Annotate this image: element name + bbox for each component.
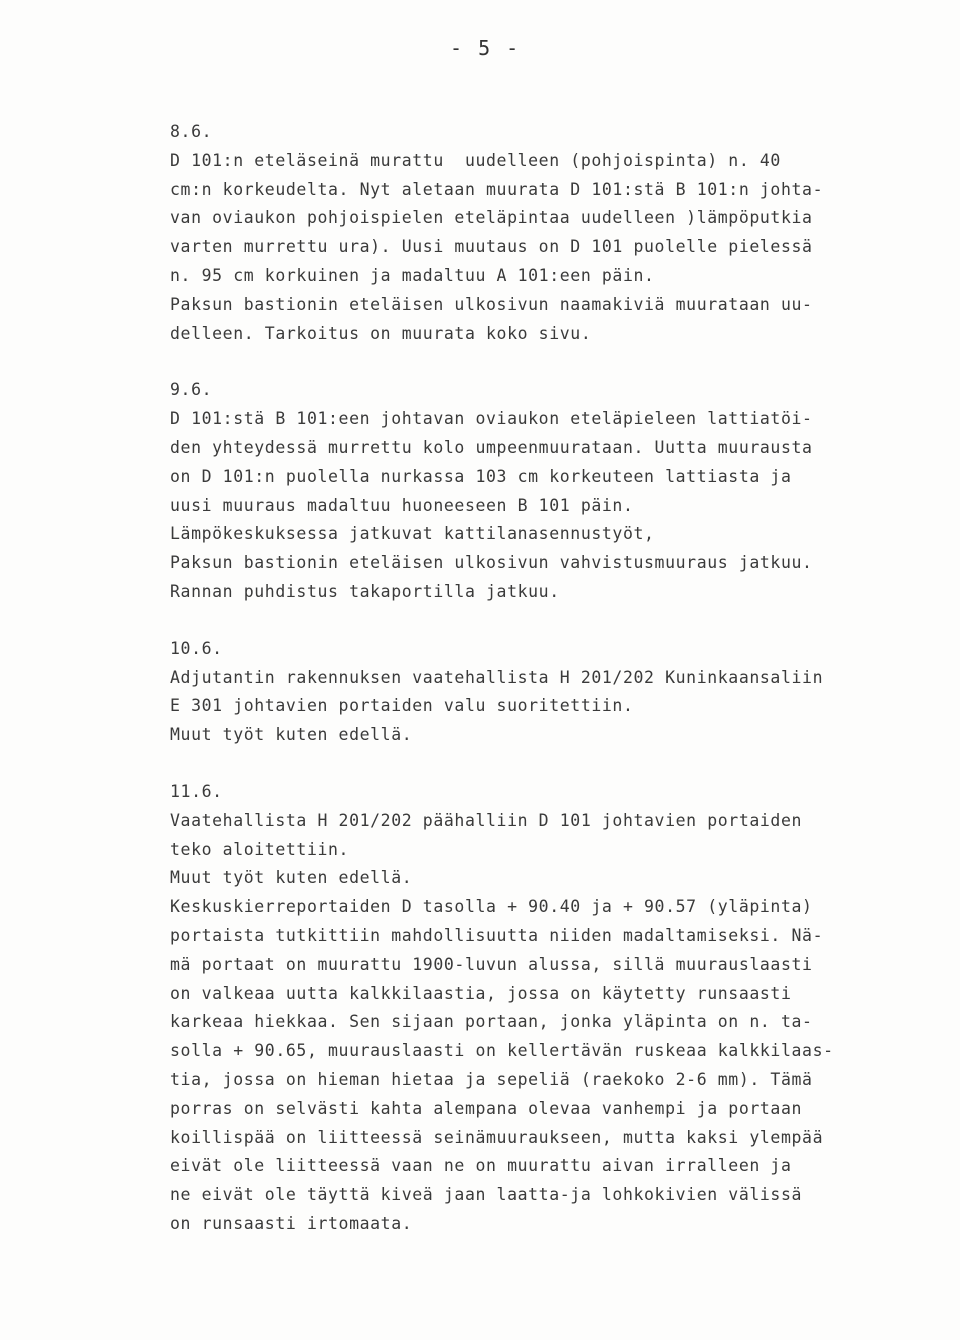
paragraph-gap	[170, 348, 910, 376]
text-line: varten murrettu ura). Uusi muutaus on D 101 puolelle pielessä	[170, 237, 813, 257]
text-line: Adjutantin rakennuksen vaatehallista H 201/202 Kuninkaansaliin	[170, 667, 824, 687]
entry-9-6	[170, 376, 910, 606]
entry-date: 8.6.	[170, 122, 213, 141]
text-line: koillispää on liitteessä seinämuuraukseen, mutta kaksi ylempää	[170, 1127, 824, 1147]
text-line: Paksun bastionin eteläisen ulkosivun vahvistusmuuraus jatkuu.	[170, 553, 813, 573]
text-line: van oviaukon pohjoispielen eteläpintaa uudelleen )lämpöputkia	[170, 208, 813, 228]
text-line: solla + 90.65, muurauslaasti on kellertävän ruskeaa kalkkilaas-	[170, 1041, 834, 1061]
text-line: delleen. Tarkoitus on muurata koko sivu.	[170, 323, 592, 343]
text-line: porras on selvästi kahta alempana olevaa vanhempi ja portaan	[170, 1098, 803, 1118]
entry-date: 10.6.	[170, 638, 223, 658]
text-line: karkeaa hiekkaa. Sen sijaan portaan, jonka yläpinta on n. ta-	[170, 1012, 813, 1032]
text-line: mä portaat on muurattu 1900-luvun alussa, sillä muurauslaasti	[170, 954, 813, 974]
text-line: portaista tutkittiin mahdollisuutta niiden madaltamiseksi. Nä-	[170, 925, 824, 945]
entry-10-6	[170, 635, 910, 750]
document-body	[170, 118, 910, 1239]
text-line: Muut työt kuten edellä.	[170, 725, 413, 745]
text-line: cm:n korkeudelta. Nyt aletaan muurata D 101:stä B 101:n johta-	[170, 179, 824, 199]
text-line: n. 95 cm korkuinen ja madaltuu A 101:een päin.	[170, 265, 655, 285]
entry-8-6	[170, 118, 910, 348]
paragraph-gap	[170, 607, 910, 635]
text-line: Muut työt kuten edellä.	[170, 868, 413, 888]
page-number: - 5 -	[450, 36, 521, 60]
text-line: Lämpökeskuksessa jatkuvat kattilanasennustyöt,	[170, 524, 655, 544]
text-line: uusi muuraus madaltuu huoneeseen B 101 päin.	[170, 495, 634, 515]
text-line: tia, jossa on hieman hietaa ja sepeliä (raekoko 2-6 mm). Tämä	[170, 1069, 813, 1089]
text-line: E 301 johtavien portaiden valu suoritettiin.	[170, 696, 634, 716]
entry-date: 11.6.	[170, 781, 223, 801]
text-line: D 101:n eteläseinä murattu uudelleen (pohjoispinta) n. 40	[170, 150, 781, 170]
text-line: on valkeaa uutta kalkkilaastia, jossa on käytetty runsaasti	[170, 983, 792, 1003]
text-line: teko aloitettiin.	[170, 839, 350, 859]
text-line: eivät ole liitteessä vaan ne on muurattu aivan irralleen ja	[170, 1156, 792, 1176]
text-line: D 101:stä B 101:een johtavan oviaukon eteläpieleen lattiatöi-	[170, 409, 813, 429]
text-line: on runsaasti irtomaata.	[170, 1213, 413, 1233]
paragraph-gap	[170, 750, 910, 778]
text-line: on D 101:n puolella nurkassa 103 cm korkeuteen lattiasta ja	[170, 466, 792, 486]
text-line: Paksun bastionin eteläisen ulkosivun naamakiviä muurataan uu-	[170, 294, 813, 314]
text-line: Keskuskierreportaiden D tasolla + 90.40 ja + 90.57 (yläpinta)	[170, 897, 813, 917]
entry-11-6	[170, 778, 910, 1239]
text-line: Vaatehallista H 201/202 päähalliin D 101 johtavien portaiden	[170, 810, 803, 830]
text-line: ne eivät ole täyttä kiveä jaan laatta-ja lohkokivien välissä	[170, 1185, 803, 1205]
text-line: Rannan puhdistus takaportilla jatkuu.	[170, 581, 560, 601]
text-line: den yhteydessä murrettu kolo umpeenmuurataan. Uutta muurausta	[170, 437, 813, 457]
entry-date: 9.6.	[170, 380, 213, 400]
